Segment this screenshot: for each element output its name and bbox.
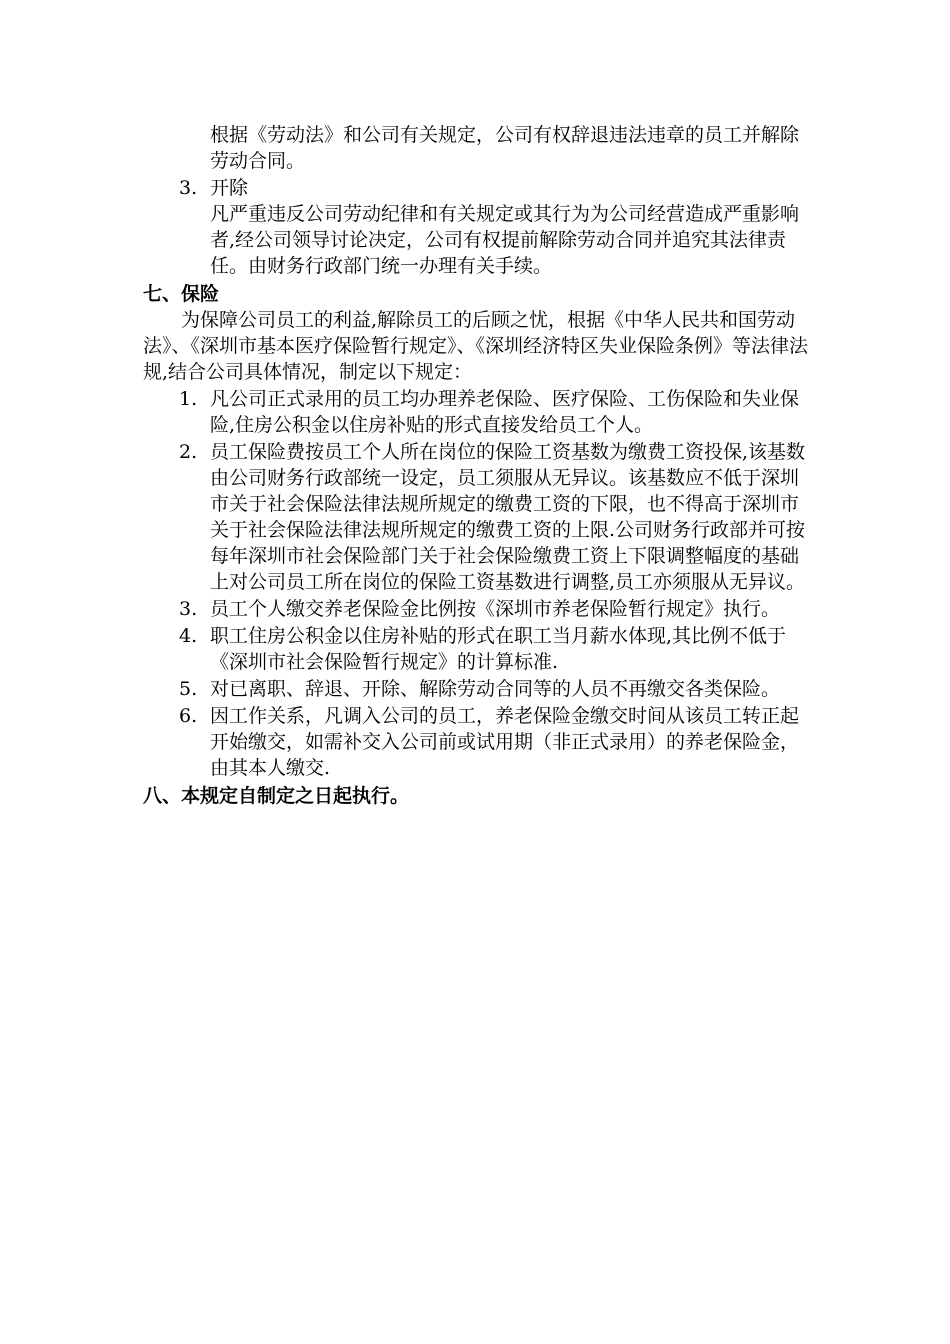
list-number: 6.: [179, 705, 198, 727]
list-item: [143, 439, 815, 595]
section-heading-insurance: 七、保险: [143, 283, 220, 305]
list-number: 3.: [179, 598, 198, 620]
list-item-text: 员工个人缴交养老保险金比例按《深圳市养老保险暂行规定》执行。: [210, 598, 781, 620]
list-item: [143, 623, 815, 675]
list-item-expulsion: [143, 175, 815, 201]
insurance-list: [143, 386, 815, 781]
document-page: [143, 122, 815, 809]
insurance-intro: 为保障公司员工的利益,解除员工的后顾之忧，根据《中华人民共和国劳动法》、《深圳市基本医疗保险暂行规定》、《深圳经济特区失业保险条例》等法律法规,结合公司具体情况，制定以下规定：: [143, 309, 809, 383]
section-heading-effective: 八、本规定自制定之日起执行。: [143, 785, 410, 807]
list-item: [143, 386, 815, 438]
list-item: [143, 596, 815, 622]
list-item-title: 开除: [210, 177, 249, 199]
list-number: 3.: [179, 177, 198, 199]
list-number: 4.: [179, 625, 198, 647]
expulsion-text: 凡严重违反公司劳动纪律和有关规定或其行为为公司经营造成严重影响者,经公司领导讨论决定，公司有权提前解除劳动合同并追究其法律责任。由财务行政部门统一办理有关手续。: [210, 203, 800, 277]
list-item: [143, 676, 815, 702]
dismissal-text: 根据《劳动法》和公司有关规定，公司有权辞退违法违章的员工并解除劳动合同。: [210, 124, 800, 172]
list-number: 2.: [179, 441, 198, 463]
list-item-text: 凡公司正式录用的员工均办理养老保险、医疗保险、工伤保险和失业保险,住房公积金以住房补贴的形式直接发给员工个人。: [210, 388, 800, 436]
list-item-text: 因工作关系，凡调入公司的员工，养老保险金缴交时间从该员工转正起开始缴交，如需补交入公司前或试用期（非正式录用）的养老保险金，由其本人缴交.: [210, 705, 800, 779]
list-item-text: 员工保险费按员工个人所在岗位的保险工资基数为缴费工资投保,该基数由公司财务行政部统一设定，员工须服从无异议。该基数应不低于深圳市关于社会保险法律法规所规定的缴费工资的下限，也不得高于深圳市关于社会保险法律法规所规定的缴费工资的上限.公司财务行政部并可按每年深圳市社会保险部门关于社会保险缴费工资上下限调整幅度的基础上对公司员工所在岗位的保险工资基数进行调整,员工亦须服从无异议。: [210, 441, 806, 593]
list-item: [143, 703, 815, 781]
list-number: 1.: [179, 388, 198, 410]
list-item-text: 对已离职、辞退、开除、解除劳动合同等的人员不再缴交各类保险。: [210, 678, 781, 700]
list-number: 5.: [179, 678, 198, 700]
list-item-text: 职工住房公积金以住房补贴的形式在职工当月薪水体现,其比例不低于《深圳市社会保险暂行规定》的计算标准.: [210, 625, 787, 673]
